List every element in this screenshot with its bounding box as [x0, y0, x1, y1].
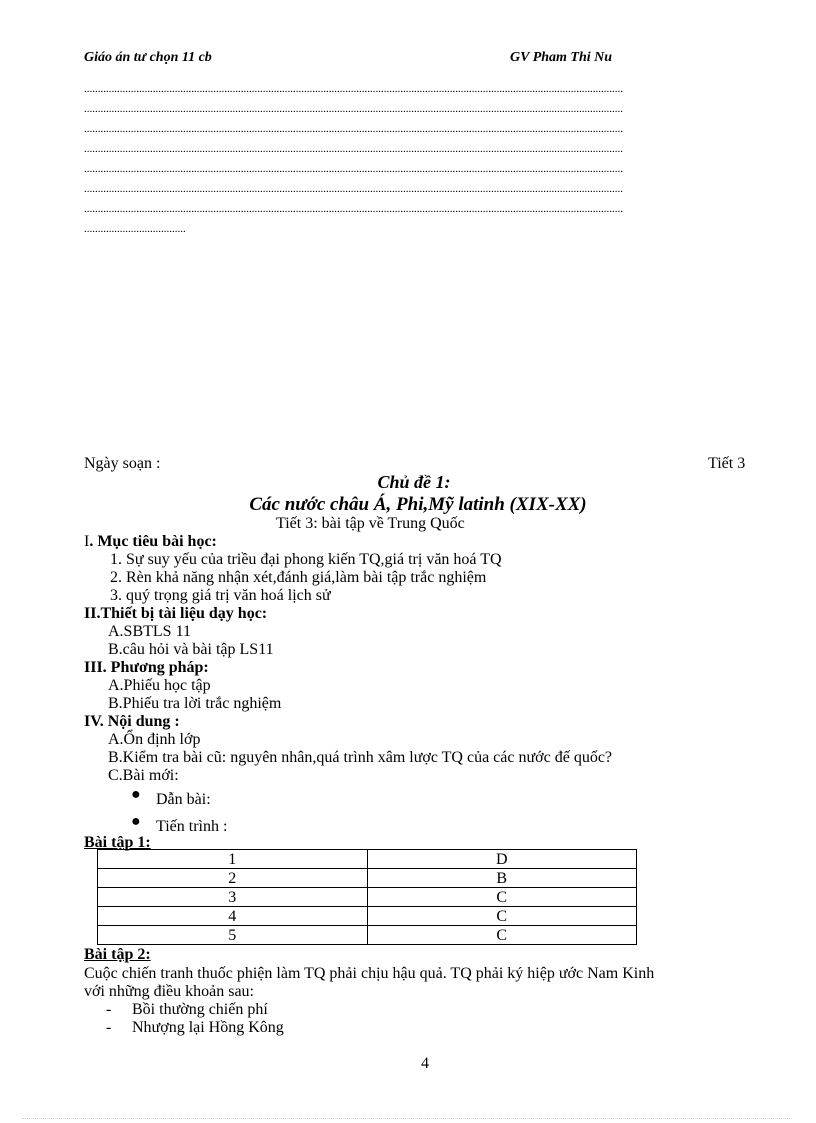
method-item: B.Phiếu tra lời trắc nghiệm — [108, 695, 282, 712]
objective-item: 1. Sự suy yếu của triều đại phong kiến TQ,giá trị văn hoá TQ — [110, 551, 502, 568]
lesson-number: Tiết 3 — [708, 455, 746, 472]
dash-icon: - — [106, 1001, 112, 1018]
dotted-line: .................................................................................................................................................................................................... — [84, 144, 623, 155]
content-item: B.Kiểm tra bài cũ: nguyên nhân,quá trình xâm lược TQ của các nước đế quốc? — [108, 749, 613, 766]
content-item: A.Ổn định lớp — [108, 731, 201, 748]
section-3-title: III. Phương pháp: — [84, 659, 209, 676]
page-bottom-border — [22, 1118, 792, 1119]
section-1-prefix: I — [84, 533, 90, 550]
answer-table — [97, 849, 637, 945]
dotted-line: .................................................................................................................................................................................................... — [84, 164, 623, 175]
bullet-icon: ● — [131, 813, 141, 830]
question-number: 2 — [98, 869, 368, 888]
content-item: C.Bài mới: — [108, 767, 179, 784]
dotted-line: .................................................................................................................................................................................................... — [84, 124, 623, 135]
topic-line1: Chủ đề 1: — [377, 472, 451, 492]
question-number: 1 — [98, 850, 368, 869]
answer-letter: C — [367, 926, 637, 945]
question-number: 5 — [98, 926, 368, 945]
topic-subtitle: Tiết 3: bài tập về Trung Quốc — [276, 515, 465, 532]
question-number: 4 — [98, 907, 368, 926]
exercise-2-line1: Cuộc chiến tranh thuốc phiện làm TQ phải chịu hậu quả. TQ phải ký hiệp ước Nam Kinh — [84, 965, 655, 982]
clause-item: Bồi thường chiến phí — [132, 1001, 268, 1018]
equipment-item: B.câu hỏi và bài tập LS11 — [108, 641, 274, 658]
question-number: 3 — [98, 888, 368, 907]
objective-item: 3. quý trọng giá trị văn hoá lịch sử — [110, 587, 331, 604]
exercise-1-title: Bài tập 1: — [84, 834, 151, 851]
dotted-line: .................................................................................................................................................................................................... — [84, 184, 623, 195]
header-left: Giáo án tư chọn 11 cb — [84, 50, 212, 65]
answer-letter: D — [367, 850, 637, 869]
exercise-2-line2: với những điều khoản sau: — [84, 983, 254, 1000]
table-row — [98, 907, 637, 926]
section-1-heading: . Mục tiêu bài học: — [89, 533, 217, 550]
table-row — [98, 888, 637, 907]
dotted-line: .................................................................................................................................................................................................... — [84, 104, 623, 115]
page-number: 4 — [421, 1055, 429, 1072]
date-label: Ngày soạn : — [84, 455, 161, 472]
dotted-line: ..................................... — [84, 224, 186, 235]
equipment-item: A.SBTLS 11 — [108, 623, 191, 640]
section-2-title: II.Thiết bị tài liệu dạy học: — [84, 605, 268, 622]
table-row — [98, 869, 637, 888]
dotted-line: .................................................................................................................................................................................................... — [84, 84, 623, 95]
clause-item: Nhượng lại Hồng Kông — [132, 1019, 284, 1036]
bullet-icon: ● — [131, 786, 141, 803]
table-row — [98, 850, 637, 869]
table-row — [98, 926, 637, 945]
section-4-title: IV. Nội dung : — [84, 713, 180, 730]
objective-item: 2. Rèn khả năng nhận xét,đánh giá,làm bài tập trắc nghiệm — [110, 569, 487, 586]
bullet-item: Tiến trình : — [156, 818, 228, 835]
dotted-line: .................................................................................................................................................................................................... — [84, 204, 623, 215]
exercise-2-title: Bài tập 2: — [84, 946, 151, 963]
answer-letter: C — [367, 907, 637, 926]
bullet-item: Dẫn bài: — [156, 791, 211, 808]
answer-letter: B — [367, 869, 637, 888]
section-1-title — [84, 533, 217, 551]
header-right: GV Pham Thi Nu — [510, 50, 613, 65]
answer-letter: C — [367, 888, 637, 907]
dash-icon: - — [106, 1019, 112, 1036]
method-item: A.Phiếu học tập — [108, 677, 211, 694]
topic-line2: Các nước châu Á, Phi,Mỹ latinh (XIX-XX) — [249, 494, 587, 515]
